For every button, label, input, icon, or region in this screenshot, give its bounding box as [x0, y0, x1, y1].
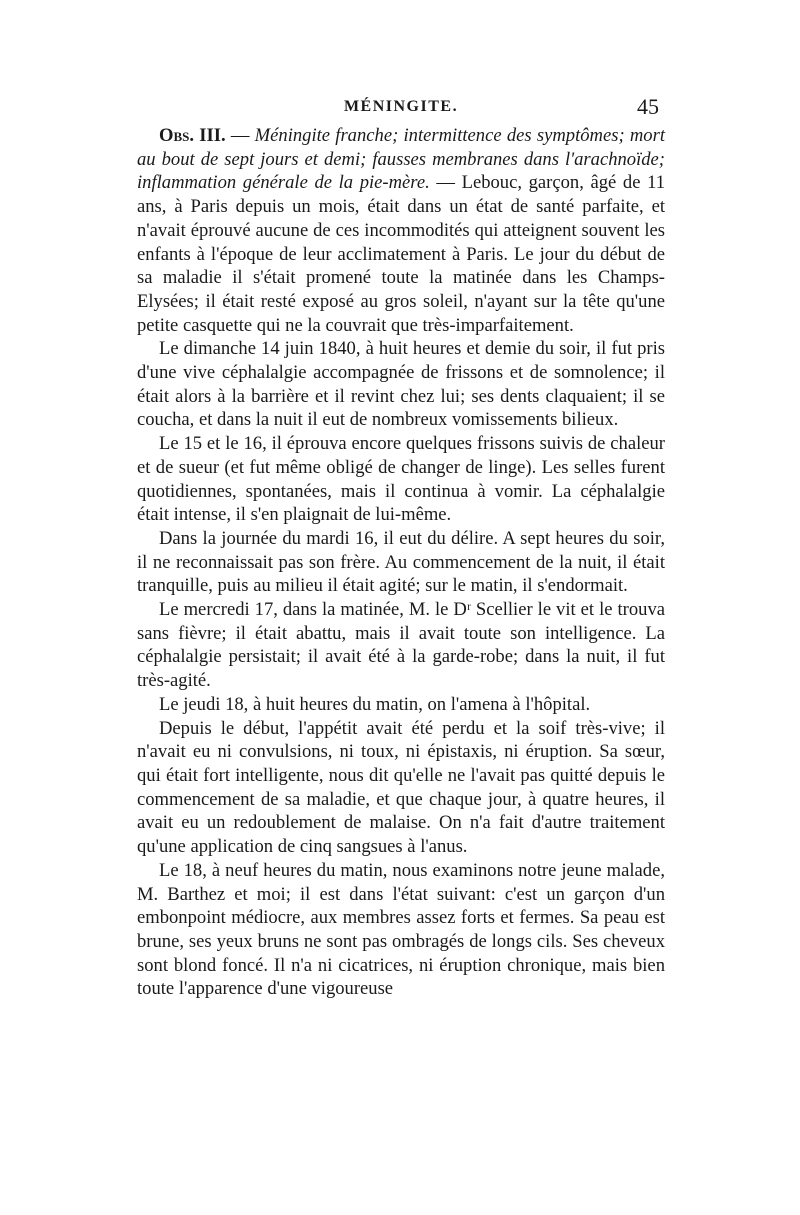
running-title: MÉNINGITE. — [343, 98, 459, 115]
running-head — [137, 90, 665, 120]
paragraph: Le dimanche 14 juin 1840, à huit heures et demie du soir, il fut pris d'une vive céphalalgie accompagnée de frissons et de somnolence; il était alors à la barrière et il revint chez lui; ses dents claquaient; il se coucha, et dans la nuit il eut de nombreux vomissements bilieux. — [137, 338, 665, 431]
observation-label: Obs. III. — [159, 125, 226, 146]
observation-text: — Lebouc, garçon, âgé de 11 ans, à Paris depuis un mois, était dans un état de santé parfaite, et n'avait éprouvé aucune de ces incommodités qui atteignent souvent les enfants à l'époque de leur acclimatement à Paris. Le jour du début de sa maladie il s'était promené toute la matinée dans les Champs-Elysées; il était resté exposé au gros soleil, n'ayant sur la tête qu'une petite casquette qui ne la couvrait que très-imparfaitement. — [137, 172, 665, 336]
page-number: 45 — [637, 94, 659, 119]
paragraph: Dans la journée du mardi 16, il eut du délire. A sept heures du soir, il ne reconnaissait pas son frère. Au commencement de la nuit, il était tranquille, puis au milieu il était agité; sur le matin, il s'endormait. — [137, 527, 665, 597]
observation-paragraph — [137, 124, 665, 337]
observation-dash: — — [225, 125, 255, 146]
paragraph: Le 18, à neuf heures du matin, nous examinons notre jeune malade, M. Barthez et moi; il est dans l'état suivant: c'est un garçon d'un embonpoint médiocre, aux membres assez forts et fermes. Sa peau est brune, ses yeux bruns ne sont pas ombragés de longs cils. Ses cheveux sont blond foncé. Il n'a ni cicatrices, ni éruption chronique, mais bien toute l'apparence d'une vigoureuse — [137, 859, 665, 1000]
observation-title: Méningite franche; intermittence des symptômes; mort au bout de sept jours et demi; fausses membranes dans l'arachnoïde; inflammation générale de la pie-mère. — [137, 125, 665, 194]
paragraph: Le jeudi 18, à huit heures du matin, on l'amena à l'hôpital. — [159, 693, 591, 715]
paragraph: Depuis le début, l'appétit avait été perdu et la soif très-vive; il n'avait eu ni convulsions, ni toux, ni épistaxis, ni éruption. Sa sœur, qui était fort intelligente, nous dit qu'elle ne l'avait pas quitté depuis le commencement de sa maladie, et que chaque jour, à quatre heures, il avait eu un redoublement de malaise. On n'a fait d'autre traitement qu'une application de cinq sangsues à l'anus. — [137, 717, 665, 858]
body-text — [137, 124, 665, 1001]
book-page — [137, 90, 665, 1001]
paragraph: Le 15 et le 16, il éprouva encore quelques frissons suivis de chaleur et de sueur (et fut même obligé de changer de linge). Les selles furent quotidiennes, spontanées, mais il continua à vomir. La céphalalgie était intense, il s'en plaignait de lui-même. — [137, 433, 665, 526]
paragraph: Le mercredi 17, dans la matinée, M. le Dʳ Scellier le vit et le trouva sans fièvre; il était abattu, mais il avait toute son intelligence. La céphalalgie persistait; il avait été à la garde-robe; dans la nuit, il fut très-agité. — [137, 599, 665, 692]
